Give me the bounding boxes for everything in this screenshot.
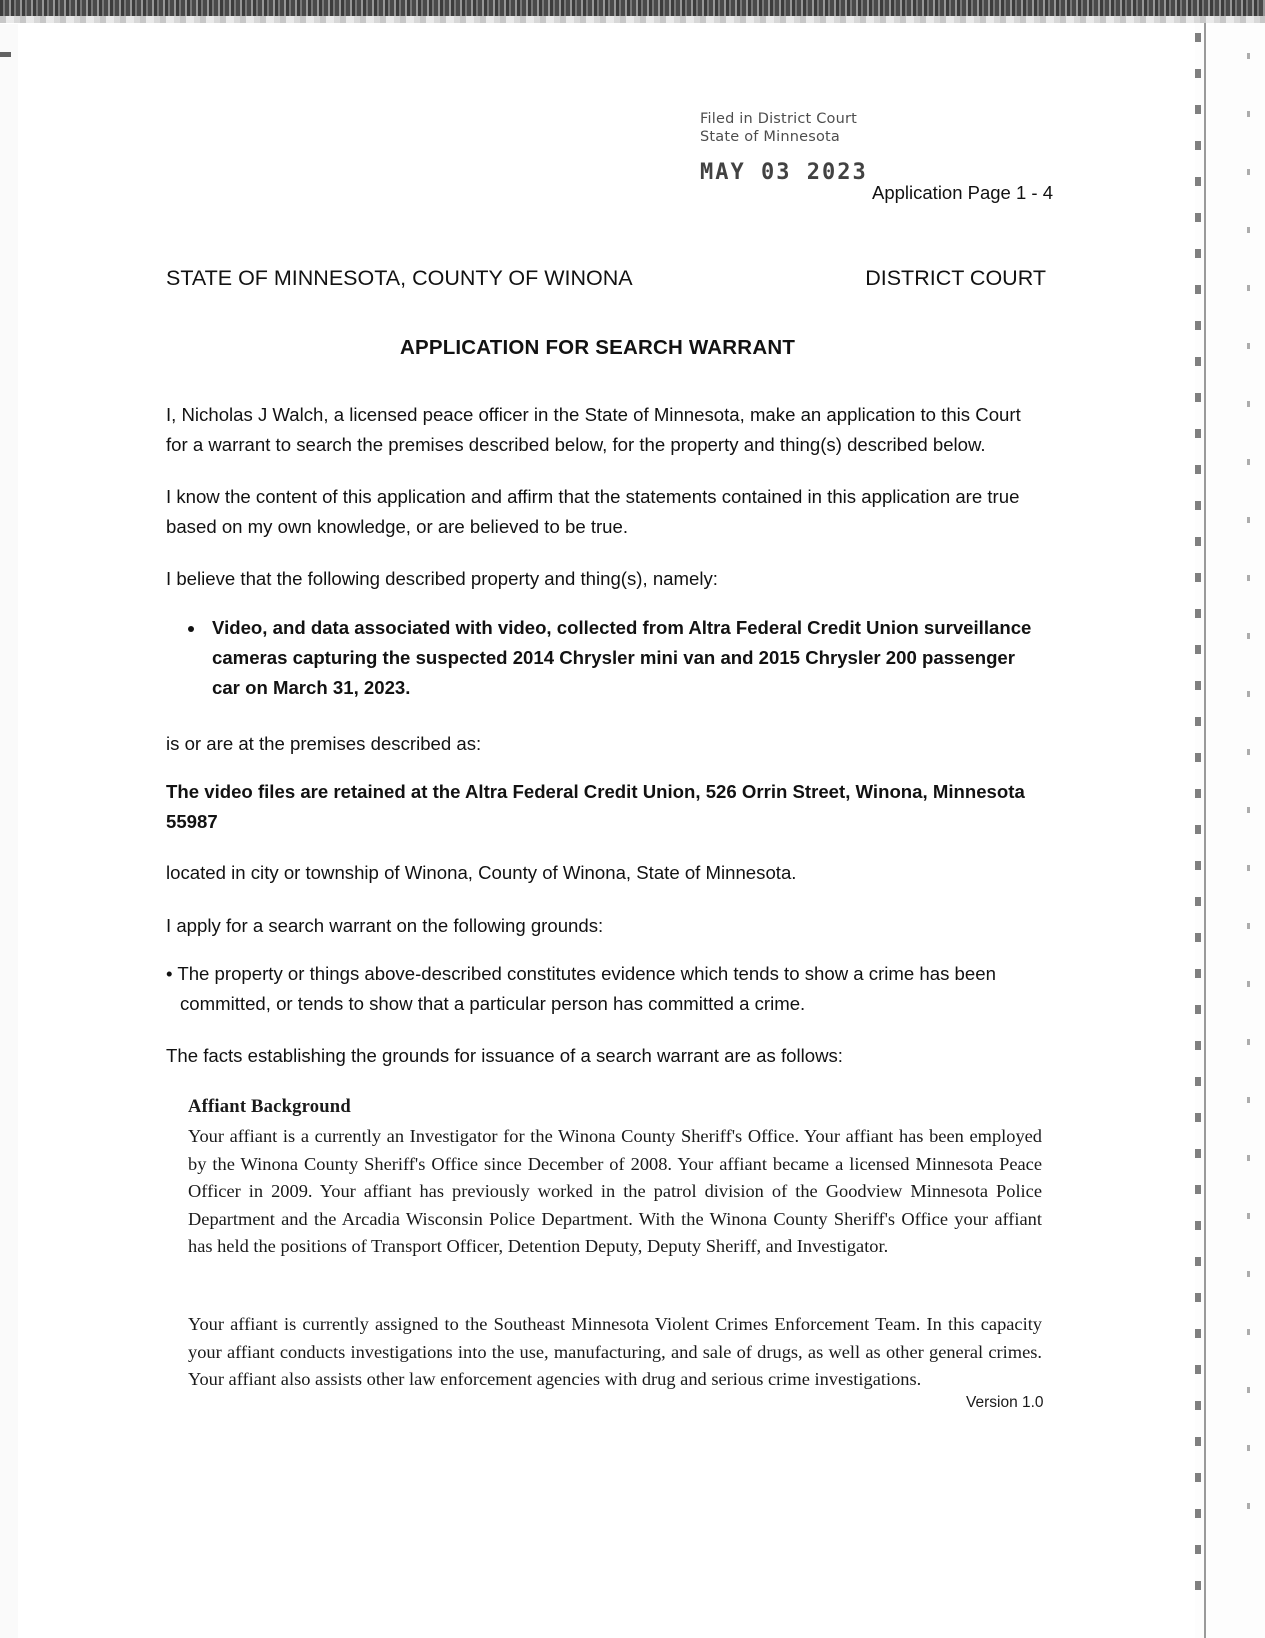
- stamp-line-1: Filed in District Court: [700, 111, 858, 127]
- scan-edge-ticks: [1195, 33, 1201, 1616]
- affiant-background-section: [188, 1093, 1042, 1394]
- paragraph-located: located in city or township of Winona, County of Winona, State of Minnesota.: [166, 862, 797, 884]
- affiant-paragraph-2: Your affiant is currently assigned to the Southeast Minnesota Violent Crimes Enforcement Team. In this capacity your affiant conducts investigations into the use, manufacturing, and sale of drugs, as well as other general crimes. Your affiant also assists other law enforcement agencies with drug and serious crime investigations.: [188, 1313, 1042, 1390]
- affiant-spacer: [188, 1277, 1042, 1311]
- paragraph-believe: I believe that the following described property and thing(s), namely:: [166, 568, 718, 590]
- document-body: [166, 400, 1042, 1410]
- scan-artifact-right: [1195, 23, 1265, 1638]
- court-jurisdiction: STATE OF MINNESOTA, COUNTY OF WINONA: [166, 266, 633, 290]
- affiant-background-heading: Affiant Background: [188, 1096, 351, 1118]
- page-title: APPLICATION FOR SEARCH WARRANT: [399, 336, 796, 359]
- stamp-line-2: State of Minnesota: [700, 129, 841, 146]
- version-label: Version 1.0: [966, 1394, 1044, 1411]
- paragraph-intro: I, Nicholas J Walch, a licensed peace officer in the State of Minnesota, make an application to this Court for a warrant to search the premises described below, for the property and thing(s) described below.: [166, 404, 1021, 456]
- scan-edge-ticks-secondary: [1247, 53, 1250, 1555]
- property-items-list: [166, 613, 1042, 703]
- court-name: DISTRICT COURT: [865, 266, 1046, 290]
- paragraph-affirm: I know the content of this application and affirm that the statements contained in this application are true based on my own knowledge, or are believed to be true.: [166, 486, 1020, 538]
- affiant-paragraph-1: Your affiant is a currently an Investigator for the Winona County Sheriff's Office. Your affiant has been employed by the Winona County Sheriff's Office since December of 2008. Your affiant became a licensed Minnesota Peace Officer in 2009. Your affiant has previously worked in the patrol division of the Goodview Minnesota Police Department and the Arcadia Wisconsin Police Department. With the Winona County Sheriff's Office your affiant has held the positions of Transport Officer, Detention Deputy, Deputy Sheriff, and Investigator.: [188, 1125, 1042, 1257]
- paragraph-facts: The facts establishing the grounds for issuance of a search warrant are as follows:: [166, 1044, 843, 1066]
- grounds-item: • The property or things above-described constitutes evidence which tends to show a crime has been committed, or tends to show that a particular person has committed a crime.: [166, 962, 996, 1014]
- stamp-date: MAY 03 2023: [700, 160, 868, 186]
- court-filing-stamp: [700, 110, 1000, 187]
- paragraph-is-or-are: is or are at the premises described as:: [166, 732, 482, 754]
- paragraph-apply: I apply for a search warrant on the following grounds:: [166, 914, 604, 936]
- scan-edge-line: [1204, 23, 1206, 1638]
- application-page-label: Application Page 1 - 4: [872, 182, 1054, 203]
- court-heading-row: [166, 266, 1046, 291]
- premises-description: The video files are retained at the Altra Federal Credit Union, 526 Orrin Street, Winona, Minnesota 55987: [166, 780, 1025, 832]
- list-item: • Video, and data associated with video, collected from Altra Federal Credit Union surveillance cameras capturing the suspected 2014 Chrysler mini van and 2015 Chrysler 200 passenger car on March 31, 2023.: [206, 613, 1042, 703]
